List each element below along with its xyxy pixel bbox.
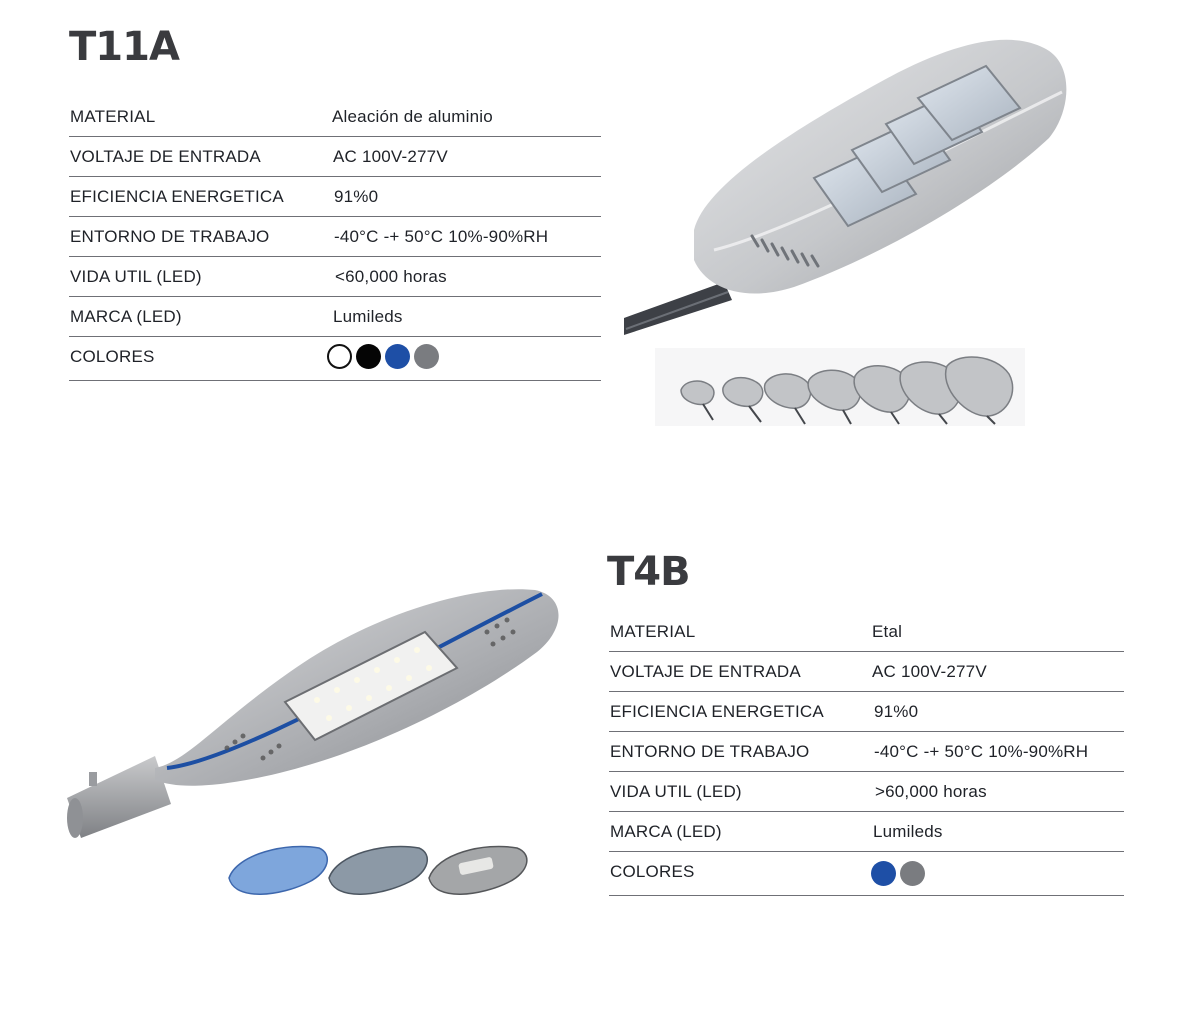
color-swatches bbox=[871, 861, 925, 886]
spec-value: AC 100V-277V bbox=[333, 147, 448, 166]
spec-value: Lumileds bbox=[873, 822, 943, 841]
spec-value: 91%0 bbox=[874, 702, 919, 721]
spec-label: COLORES bbox=[70, 347, 155, 366]
spec-label: ENTORNO DE TRABAJO bbox=[70, 227, 270, 246]
spec-value: 91%0 bbox=[334, 187, 379, 206]
spec-label: VIDA UTIL (LED) bbox=[70, 267, 202, 286]
spec-value: Etal bbox=[872, 622, 903, 641]
spec-label: MARCA (LED) bbox=[70, 307, 182, 326]
spec-label: COLORES bbox=[610, 862, 695, 881]
t11a-spec-table bbox=[69, 97, 601, 381]
spec-label: MATERIAL bbox=[70, 107, 156, 126]
spec-row bbox=[69, 177, 601, 217]
spec-value: Aleación de aluminio bbox=[332, 107, 493, 126]
spec-row-colors bbox=[609, 852, 1124, 896]
color-swatch-gray bbox=[414, 344, 439, 369]
spec-label: VOLTAJE DE ENTRADA bbox=[610, 662, 801, 681]
spec-label: VIDA UTIL (LED) bbox=[610, 782, 742, 801]
t11a-variants-image bbox=[655, 348, 1025, 426]
spec-label: EFICIENCIA ENERGETICA bbox=[610, 702, 824, 721]
t11a-title: T11A bbox=[69, 24, 179, 70]
spec-label: MATERIAL bbox=[610, 622, 696, 641]
color-swatch-blue bbox=[871, 861, 896, 886]
color-swatch-gray bbox=[900, 861, 925, 886]
spec-value: -40°C -+ 50°C 10%-90%RH bbox=[874, 742, 1089, 761]
spec-row bbox=[609, 692, 1124, 732]
spec-row bbox=[609, 732, 1124, 772]
spec-row bbox=[69, 257, 601, 297]
color-swatches bbox=[327, 344, 439, 369]
t4b-luminaire-image bbox=[67, 572, 567, 912]
spec-row bbox=[69, 217, 601, 257]
spec-row bbox=[609, 772, 1124, 812]
t4b-spec-table bbox=[609, 612, 1124, 896]
spec-row bbox=[609, 652, 1124, 692]
spec-value: -40°C -+ 50°C 10%-90%RH bbox=[334, 227, 549, 246]
spec-row bbox=[609, 812, 1124, 852]
spec-row bbox=[609, 612, 1124, 652]
color-swatch-white bbox=[327, 344, 352, 369]
spec-label: ENTORNO DE TRABAJO bbox=[610, 742, 810, 761]
spec-label: VOLTAJE DE ENTRADA bbox=[70, 147, 261, 166]
spec-value: Lumileds bbox=[333, 307, 403, 326]
color-swatch-black bbox=[356, 344, 381, 369]
spec-value: >60,000 horas bbox=[875, 782, 987, 801]
spec-row-colors bbox=[69, 337, 601, 381]
spec-value: <60,000 horas bbox=[335, 267, 447, 286]
t4b-title: T4B bbox=[607, 549, 690, 595]
spec-row bbox=[69, 137, 601, 177]
t11a-luminaire-image bbox=[624, 0, 1081, 335]
spec-value: AC 100V-277V bbox=[872, 662, 987, 681]
color-swatch-blue bbox=[385, 344, 410, 369]
spec-label: EFICIENCIA ENERGETICA bbox=[70, 187, 284, 206]
spec-row bbox=[69, 297, 601, 337]
spec-label: MARCA (LED) bbox=[610, 822, 722, 841]
spec-row bbox=[69, 97, 601, 137]
